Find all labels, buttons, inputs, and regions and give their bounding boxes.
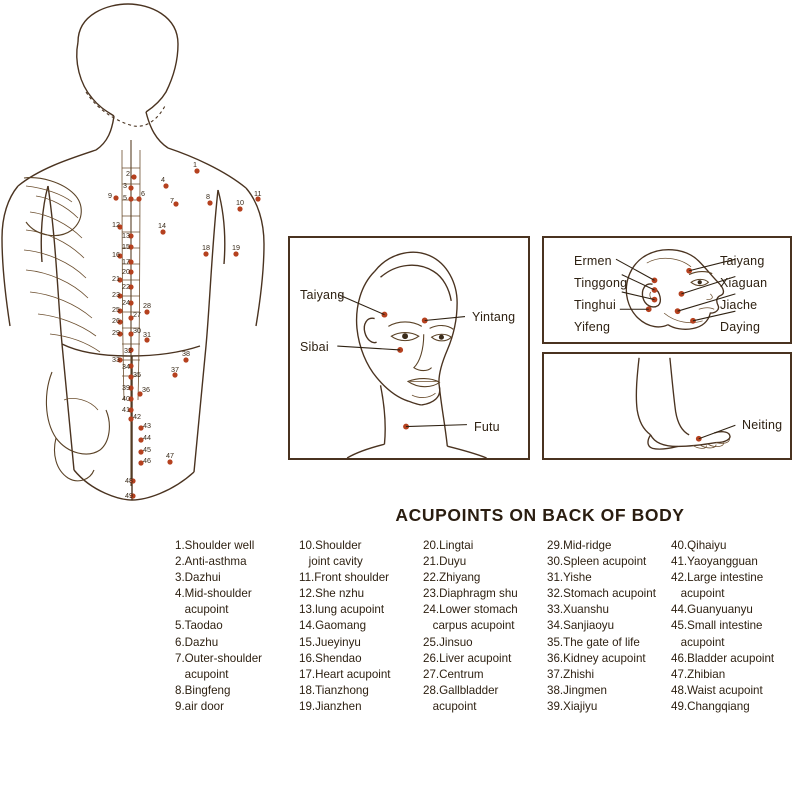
svg-text:5: 5 bbox=[123, 193, 127, 202]
list-item: 36.Kidney acupoint bbox=[547, 651, 646, 665]
list-item: 21.Duyu bbox=[423, 555, 467, 569]
legend-column-2 bbox=[299, 538, 423, 788]
list-item: 7.Outer-shoulder bbox=[175, 651, 262, 665]
list-item: 28.Gallbladder bbox=[423, 683, 499, 697]
list-item: 45.Small intestine bbox=[671, 619, 763, 633]
svg-text:45: 45 bbox=[143, 445, 151, 454]
svg-text:27: 27 bbox=[133, 310, 141, 319]
front-face-panel bbox=[288, 236, 530, 460]
list-item: 18.Tianzhong bbox=[299, 683, 369, 697]
legend-column-3 bbox=[423, 538, 547, 788]
side-label-tinggong: Tinggong bbox=[574, 276, 628, 290]
list-item: 10.Shoulder bbox=[299, 539, 362, 552]
legend-column-1 bbox=[175, 538, 299, 788]
legend-column-4 bbox=[547, 538, 671, 788]
list-item: 47.Zhibian bbox=[671, 667, 726, 681]
list-item: 44.Guanyuanyu bbox=[671, 603, 753, 617]
side-label-tinghui: Tinghui bbox=[574, 298, 616, 312]
foot-label-neiting: Neiting bbox=[742, 418, 783, 432]
list-item: 13.lung acupoint bbox=[299, 603, 385, 617]
page-title: ACUPOINTS ON BACK OF BODY bbox=[395, 505, 685, 525]
svg-text:48: 48 bbox=[125, 476, 133, 485]
svg-text:43: 43 bbox=[143, 421, 151, 430]
svg-text:23: 23 bbox=[112, 290, 120, 299]
list-item: 14.Gaomang bbox=[299, 619, 367, 633]
list-item: 6.Dazhu bbox=[175, 635, 219, 649]
svg-text:2: 2 bbox=[126, 169, 130, 178]
svg-text:37: 37 bbox=[171, 365, 179, 374]
svg-text:34: 34 bbox=[122, 362, 130, 371]
list-item: 26.Liver acupoint bbox=[423, 651, 512, 665]
list-item: carpus acupoint bbox=[423, 619, 515, 633]
list-item: 3.Dazhui bbox=[175, 571, 221, 585]
list-item: 16.Shendao bbox=[299, 651, 362, 665]
list-item: 38.Jingmen bbox=[547, 683, 607, 697]
svg-text:35: 35 bbox=[133, 370, 141, 379]
svg-text:21: 21 bbox=[112, 274, 120, 283]
list-item: 27.Centrum bbox=[423, 667, 484, 681]
svg-text:13: 13 bbox=[122, 231, 130, 240]
list-item: 5.Taodao bbox=[175, 619, 223, 633]
list-item: 23.Diaphragm shu bbox=[423, 587, 518, 601]
face-label-yintang: Yintang bbox=[472, 310, 516, 324]
list-item: 35.The gate of life bbox=[547, 635, 640, 649]
side-label-jiache: Jiache bbox=[720, 298, 758, 312]
list-item: 9.air door bbox=[175, 699, 224, 713]
svg-text:46: 46 bbox=[143, 456, 151, 465]
list-item: 33.Xuanshu bbox=[547, 603, 609, 617]
svg-text:15: 15 bbox=[122, 242, 130, 251]
face-label-taiyang: Taiyang bbox=[300, 288, 345, 302]
back-of-body-figure bbox=[0, 0, 300, 520]
svg-text:17: 17 bbox=[122, 257, 130, 266]
list-item: 40.Qihaiyu bbox=[671, 539, 727, 552]
list-item: 24.Lower stomach bbox=[423, 603, 518, 617]
svg-text:44: 44 bbox=[143, 433, 151, 442]
svg-text:40: 40 bbox=[122, 394, 130, 403]
svg-text:30: 30 bbox=[133, 326, 141, 335]
list-item: 42.Large intestine bbox=[671, 571, 764, 585]
side-head-panel bbox=[542, 236, 792, 344]
svg-text:18: 18 bbox=[202, 243, 210, 252]
list-item: 31.Yishe bbox=[547, 571, 592, 585]
svg-text:10: 10 bbox=[236, 198, 244, 207]
svg-text:16: 16 bbox=[112, 250, 120, 259]
svg-text:9: 9 bbox=[108, 191, 112, 200]
list-item: 20.Lingtai bbox=[423, 539, 474, 552]
svg-text:6: 6 bbox=[141, 189, 145, 198]
list-item: 8.Bingfeng bbox=[175, 683, 231, 697]
list-item: acupoint bbox=[423, 699, 477, 713]
svg-text:8: 8 bbox=[206, 192, 210, 201]
list-item: 39.Xiajiyu bbox=[547, 699, 598, 713]
svg-text:7: 7 bbox=[170, 196, 174, 205]
list-item: joint cavity bbox=[299, 555, 363, 569]
svg-text:20: 20 bbox=[122, 267, 130, 276]
list-item: acupoint bbox=[175, 667, 229, 681]
list-item: 46.Bladder acupoint bbox=[671, 651, 775, 665]
svg-text:3: 3 bbox=[123, 181, 127, 190]
svg-text:24: 24 bbox=[122, 298, 130, 307]
face-label-sibai: Sibai bbox=[300, 340, 329, 354]
foot-panel bbox=[542, 352, 792, 460]
svg-text:39: 39 bbox=[122, 383, 130, 392]
legend-column-5 bbox=[671, 538, 795, 788]
list-item: acupoint bbox=[175, 603, 229, 617]
svg-text:32: 32 bbox=[124, 346, 132, 355]
list-item: 29.Mid-ridge bbox=[547, 539, 612, 552]
list-item: 48.Waist acupoint bbox=[671, 683, 763, 697]
list-item: 19.Jianzhen bbox=[299, 699, 362, 713]
list-item: 2.Anti-asthma bbox=[175, 555, 247, 569]
svg-text:47: 47 bbox=[166, 451, 174, 460]
svg-text:42: 42 bbox=[133, 412, 141, 421]
list-item: 34.Sanjiaoyu bbox=[547, 619, 615, 633]
svg-text:22: 22 bbox=[122, 282, 130, 291]
list-item: acupoint bbox=[671, 635, 725, 649]
list-item: 37.Zhishi bbox=[547, 667, 595, 681]
list-item: 1.Shoulder well bbox=[175, 539, 255, 552]
svg-text:12: 12 bbox=[112, 220, 120, 229]
side-label-yifeng: Yifeng bbox=[574, 320, 611, 334]
svg-text:49: 49 bbox=[125, 491, 133, 500]
list-item: 11.Front shoulder bbox=[299, 571, 390, 585]
list-item: 4.Mid-shoulder bbox=[175, 587, 252, 601]
list-item: 25.Jinsuo bbox=[423, 635, 473, 649]
svg-text:33: 33 bbox=[112, 355, 120, 364]
svg-text:31: 31 bbox=[143, 330, 151, 339]
list-item: 49.Changqiang bbox=[671, 699, 750, 713]
list-item: 22.Zhiyang bbox=[423, 571, 481, 585]
list-item: 15.Jueyinyu bbox=[299, 635, 361, 649]
side-label-daying: Daying bbox=[720, 320, 761, 334]
list-item: 17.Heart acupoint bbox=[299, 667, 391, 681]
svg-text:41: 41 bbox=[122, 405, 130, 414]
svg-text:29: 29 bbox=[112, 328, 120, 337]
list-item: 41.Yaoyangguan bbox=[671, 555, 758, 569]
svg-text:38: 38 bbox=[182, 349, 190, 358]
list-item: acupoint bbox=[671, 587, 725, 601]
svg-text:4: 4 bbox=[161, 175, 165, 184]
svg-text:28: 28 bbox=[143, 301, 151, 310]
side-label-taiyang: Taiyang bbox=[720, 254, 765, 268]
side-label-xiaguan: Xiaguan bbox=[720, 276, 768, 290]
svg-text:25: 25 bbox=[112, 305, 120, 314]
svg-text:36: 36 bbox=[142, 385, 150, 394]
svg-text:19: 19 bbox=[232, 243, 240, 252]
list-item: 30.Spleen acupoint bbox=[547, 555, 647, 569]
face-label-futu: Futu bbox=[474, 420, 500, 434]
side-label-ermen: Ermen bbox=[574, 254, 612, 268]
svg-text:1: 1 bbox=[193, 160, 197, 169]
svg-text:26: 26 bbox=[112, 316, 120, 325]
svg-text:14: 14 bbox=[158, 221, 166, 230]
list-item: 12.She nzhu bbox=[299, 587, 365, 601]
list-item: 32.Stomach acupoint bbox=[547, 587, 656, 601]
legend-list bbox=[175, 538, 795, 788]
svg-text:11: 11 bbox=[254, 189, 262, 198]
